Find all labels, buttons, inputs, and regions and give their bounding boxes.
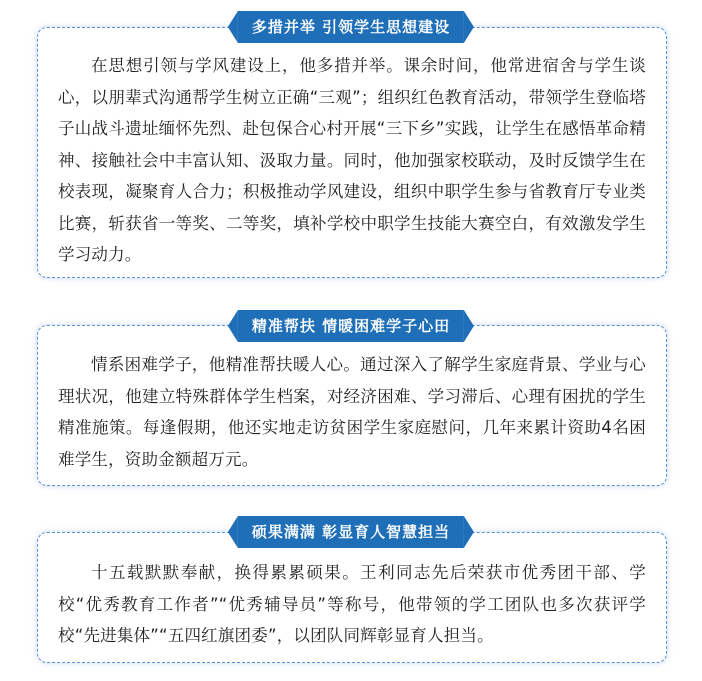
section-title: 多措并举 引领学生思想建设 [251, 18, 451, 36]
section-header [238, 11, 464, 43]
section-header [238, 310, 464, 342]
section-body: 十五载默默奉献，换得累累硕果。王利同志先后荣获市优秀团干部、学校“优秀教育工作者”“优秀辅导员”等称号，他带领的学工团队也多次获评学校“先进集体”“五四红旗团委”，以团队同辉彰显育人担当。 [58, 563, 646, 645]
section-box [37, 532, 667, 663]
section-box [37, 27, 667, 278]
section-header [238, 516, 464, 548]
section-title: 精准帮扶 情暖困难学子心田 [251, 317, 451, 335]
section-box [37, 325, 667, 486]
section-title: 硕果满满 彰显育人智慧担当 [251, 523, 451, 541]
section-body: 情系困难学子，他精准帮扶暖人心。通过深入了解学生家庭背景、学业与心理状况，他建立特殊群体学生档案，对经济困难、学习滞后、心理有困扰的学生精准施策。每逢假期，他还实地走访贫困学生家庭慰问，几年来累计资助4名困难学生，资助金额超万元。 [58, 355, 646, 469]
section-body: 在思想引领与学风建设上，他多措并举。课余时间，他常进宿舍与学生谈心，以朋辈式沟通帮学生树立正确“三观”；组织红色教育活动，带领学生登临塔子山战斗遗址缅怀先烈、赴包保合心村开展“三下乡”实践，让学生在感悟革命精神、接触社会中丰富认知、汲取力量。同时，他加强家校联动，及时反馈学生在校表现，凝聚育人合力；积极推动学风建设，组织中职学生参与省教育厅专业类比赛，斩获省一等奖、二等奖，填补学校中职学生技能大赛空白，有效激发学生学习动力。 [58, 56, 646, 264]
